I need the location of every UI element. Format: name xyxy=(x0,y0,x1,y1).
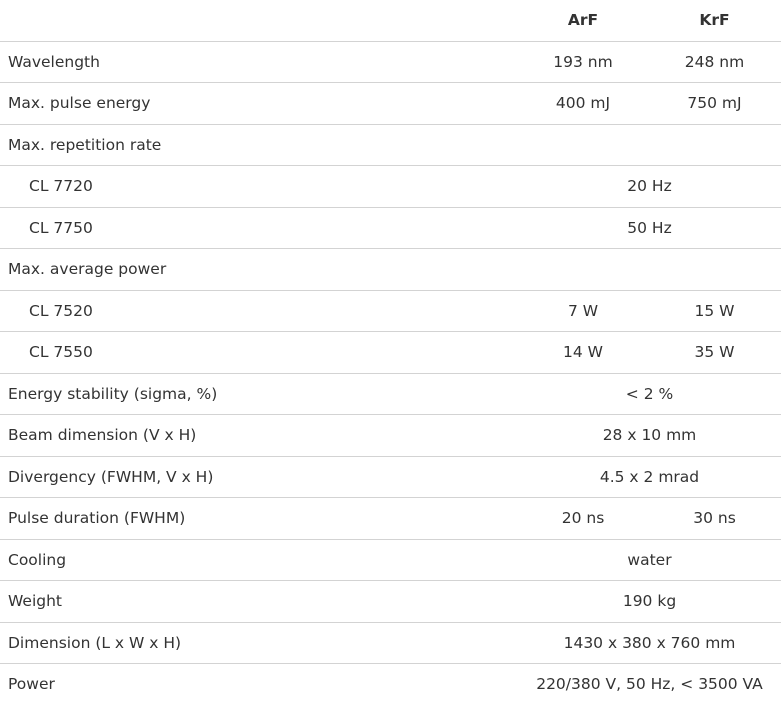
header-krf: KrF xyxy=(648,0,781,41)
value-arf: 20 ns xyxy=(518,498,648,540)
row-label: Pulse duration (FWHM) xyxy=(0,498,518,540)
value-both: 220/380 V, 50 Hz, < 3500 VA xyxy=(536,675,763,694)
value-both: 50 Hz xyxy=(518,207,781,249)
value-both: 20 Hz xyxy=(518,166,781,208)
row-label: Energy stability (sigma, %) xyxy=(0,373,518,415)
row-sub-label: CL 7550 xyxy=(0,332,518,374)
row-label: Dimension (L x W x H) xyxy=(0,622,518,664)
value-arf: 193 nm xyxy=(518,41,648,83)
row-label: Weight xyxy=(0,581,518,623)
empty-cell xyxy=(648,124,781,166)
table-row-weight xyxy=(0,581,781,623)
table-row-max-repetition-rate xyxy=(0,124,781,166)
table-row-dimension xyxy=(0,622,781,664)
empty-cell xyxy=(518,249,648,291)
value-arf: 14 W xyxy=(518,332,648,374)
row-label: Max. pulse energy xyxy=(0,83,518,125)
value-both: 28 x 10 mm xyxy=(518,415,781,457)
row-label: Cooling xyxy=(0,539,518,581)
table-row-divergency xyxy=(0,456,781,498)
value-krf: 15 W xyxy=(648,290,781,332)
row-label: Beam dimension (V x H) xyxy=(0,415,518,457)
row-sub-label: CL 7520 xyxy=(0,290,518,332)
value-both: water xyxy=(518,539,781,581)
value-both: 4.5 x 2 mrad xyxy=(518,456,781,498)
row-group-label: Max. repetition rate xyxy=(0,124,518,166)
header-label-cell xyxy=(0,0,518,41)
value-krf: 248 nm xyxy=(648,41,781,83)
table-header-row xyxy=(0,0,781,41)
table-row-max-average-power xyxy=(0,249,781,291)
table-row-beam-dimension xyxy=(0,415,781,457)
value-both: < 2 % xyxy=(518,373,781,415)
value-both: 1430 x 380 x 760 mm xyxy=(518,622,781,664)
row-label: Wavelength xyxy=(0,41,518,83)
table-row-cl7750 xyxy=(0,207,781,249)
empty-cell xyxy=(648,249,781,291)
value-krf: 750 mJ xyxy=(648,83,781,125)
row-sub-label: CL 7750 xyxy=(0,207,518,249)
table-row-power xyxy=(0,664,781,705)
table-row-energy-stability xyxy=(0,373,781,415)
row-group-label: Max. average power xyxy=(0,249,518,291)
table-row-cl7550 xyxy=(0,332,781,374)
row-label: Divergency (FWHM, V x H) xyxy=(0,456,518,498)
table-row-wavelength xyxy=(0,41,781,83)
value-arf: 7 W xyxy=(518,290,648,332)
value-both: 190 kg xyxy=(518,581,781,623)
table-row-cl7720 xyxy=(0,166,781,208)
header-arf: ArF xyxy=(518,0,648,41)
row-label: Power xyxy=(8,675,55,694)
row-sub-label: CL 7720 xyxy=(0,166,518,208)
table-row-max-pulse-energy xyxy=(0,83,781,125)
table-row-cl7520 xyxy=(0,290,781,332)
table-row-cooling xyxy=(0,539,781,581)
table-row-pulse-duration xyxy=(0,498,781,540)
value-arf: 400 mJ xyxy=(518,83,648,125)
value-krf: 30 ns xyxy=(648,498,781,540)
empty-cell xyxy=(518,124,648,166)
value-krf: 35 W xyxy=(648,332,781,374)
